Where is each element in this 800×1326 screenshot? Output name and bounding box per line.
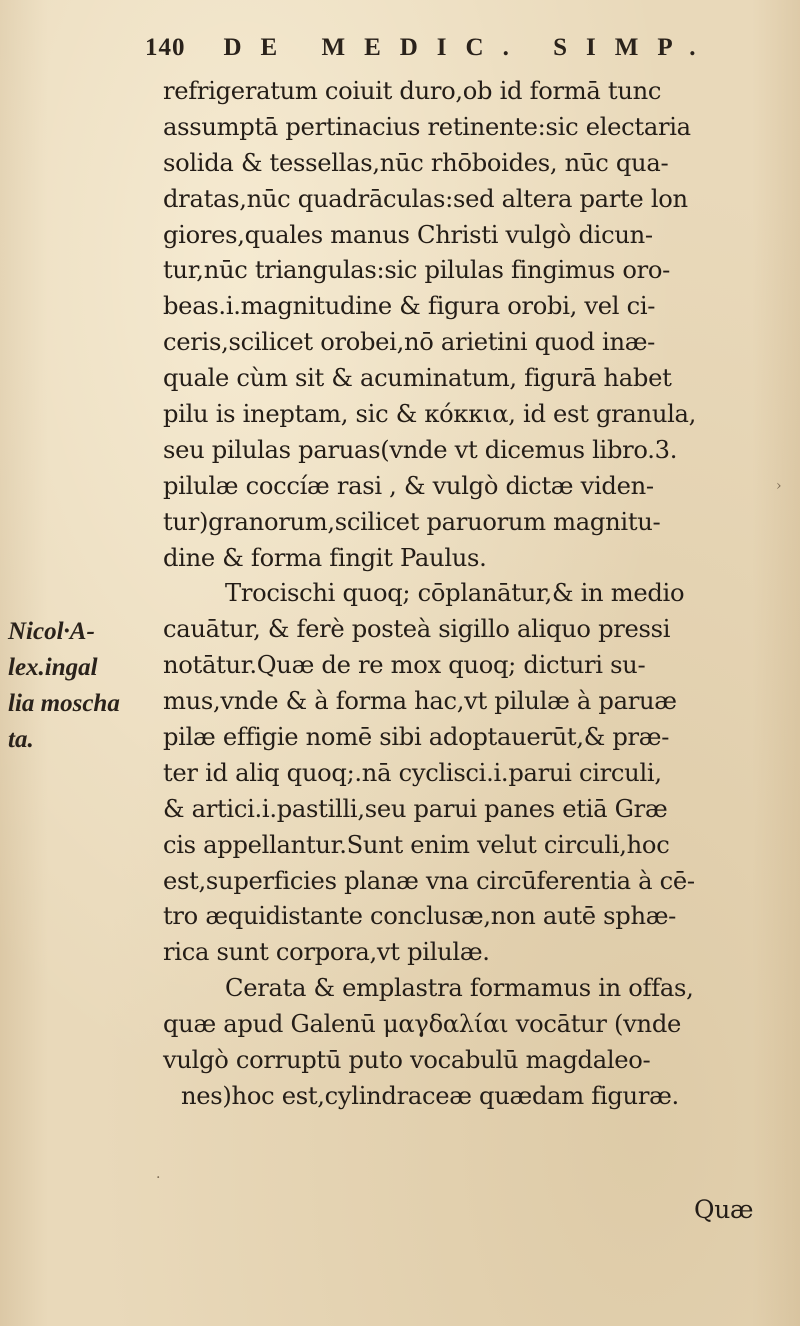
text-line: dratas,nūc quadrāculas:sed altera parte lon [163,184,688,213]
text-line: mus,vnde & à forma hac,vt pilulæ à paruæ [163,687,677,716]
margin-speck: . [156,1166,161,1182]
catchword: Quæ [694,1195,754,1224]
text-line: solida & tessellas,nūc rhōboides, nūc qua- [163,148,669,177]
text-line: tur,nūc triangulas:sic pilulas fingimus oro- [163,256,671,285]
text-line: rica sunt corpora,vt pilulæ. [163,938,490,967]
text-line: cauātur, & ferè posteà sigillo aliquo pressi [163,615,671,644]
text-line: notātur.Quæ de re mox quoq; dicturi su- [163,651,646,680]
body-text [163,74,788,1115]
marginal-note-line: lex.ingal [8,654,98,681]
running-head [145,34,715,62]
text-line: & artici.i.pastilli,seu parui panes etiā Græ [163,794,668,823]
text-line: seu pilulas paruas(vnde vt dicemus libro.3. [163,435,678,464]
marginal-note-line: ta. [8,726,34,753]
marginal-note-line: lia moscha [8,690,120,717]
text-line: tro æquidistante conclusæ,non autē sphæ- [163,902,677,931]
text-line: pilulæ coccíæ rasi , & vulgò dictæ viden- [163,471,654,500]
text-line: assumptā pertinacius retinente:sic electaria [163,112,691,141]
marginal-note [8,614,158,758]
running-head-title: DE MEDIC. SIMP. [223,34,715,61]
text-line: ter id aliq quoq;.nā cyclisci.i.parui circuli, [163,758,662,787]
page-number: 140 [145,34,186,61]
text-line: cis appellantur.Sunt enim velut circuli,hoc [163,830,670,859]
marginal-note-line: Nicol·A- [8,618,95,645]
text-line: dine & forma fingit Paulus. [163,543,487,572]
text-line: pilæ effigie nomē sibi adoptauerūt,& præ- [163,723,670,752]
text-line: pilu is ineptam, sic & κόκκια, id est granula, [163,400,697,429]
text-line: refrigeratum coiuit duro,ob id formā tunc [163,77,662,105]
paragraph-start-line: Trocischi quoq; cōplanātur,& in medio [225,579,685,608]
text-line: vulgò corruptū puto vocabulū magdaleo- [163,1046,651,1075]
text-line: quale cùm sit & acuminatum, figurā habet [163,364,672,393]
margin-speck: › [776,478,782,494]
text-line: tur)granorum,scilicet paruorum magnitu- [163,507,661,536]
text-line: est,superficies planæ vna circūferentia à cē- [163,866,695,895]
text-line: beas.i.magnitudine & figura orobi, vel ci- [163,292,656,321]
text-line: nes)hoc est,cylindraceæ quædam figuræ. [181,1081,679,1110]
text-line: giores,quales manus Christi vulgò dicun- [163,220,653,249]
text-line: quæ apud Galenū μαγδαλίαι vocātur (vnde [163,1010,682,1039]
paragraph-start-line: Cerata & emplastra formamus in offas, [225,974,694,1003]
text-line: ceris,scilicet orobei,nō arietini quod inæ- [163,328,656,357]
